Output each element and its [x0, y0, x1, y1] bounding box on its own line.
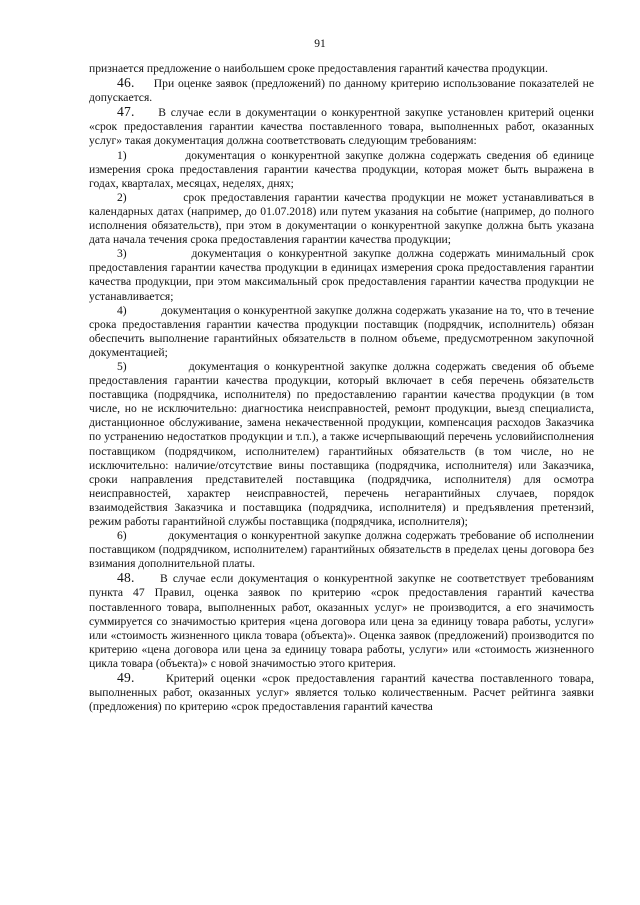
paragraph-text: При оценке заявок (предложений) по данному критерию использование показателей не допускается. [89, 77, 594, 105]
paragraph-number: 48. [117, 570, 135, 586]
paragraph-text: признается предложение о наибольшем сроке предоставления гарантий качества продукции. [89, 62, 548, 75]
subparagraph-2 [89, 191, 594, 247]
paragraph-text: В случае если в документации о конкурентной закупке установлен критерий оценки «срок предоставления гарантии качества поставленного товара, выполненных работ, оказанных услуг» такая документация должна соответствовать следующим требованиям: [89, 106, 594, 148]
subparagraph-4 [89, 304, 594, 360]
paragraph-text: документация о конкурентной закупке должна содержать сведения об объеме предоставления гарантии качества продукции, который включает в себя перечень обязательств поставщика (подрядчика, исполнителя) по предоставлению гарантии качества продукции (в том числе, но не исключительно: диагностика неисправностей, ремонт продукции, выезд специалиста, дистанционное обслуживание, замена некачественной продукции, компенсация расходов Заказчика по устранению недостатков продукции и т.п.), а также исчерпывающий перечень условийисполнения поставщиком (подрядчиком, исполнителем) гарантийных обязательств (в том числе, но не исключительно: наличие/отсутствие вины поставщика (подрядчика, исполнителя) или Заказчика, сроки направления представителей поставщика (подрядчика, исполнителя) для осмотра неисправностей, характер неисправностей, перечень негарантийных случаев, порядок взаимодействия Заказчика и поставщика (подрядчика, исполнителя) и предъявления претензий, режим работы гарантийной службы поставщика (подрядчика, исполнителя); [89, 359, 594, 528]
subparagraph-number: 2) [117, 190, 127, 204]
paragraph-text: документация о конкурентной закупке должна содержать требование об исполнении поставщиком (подрядчиком, исполнителем) гарантийных обязательств в пределах цены договора без взимания дополнительной платы. [89, 529, 594, 571]
paragraph-text: Критерий оценки «срок предоставления гарантий качества поставленного товара, выполненных работ, оказанных услуг» является только количественным. Расчет рейтинга заявки (предложения) по критерию «срок предоставления гарантий качества [89, 672, 594, 714]
subparagraph-number: 3) [117, 247, 127, 261]
paragraph-continuation [89, 62, 594, 76]
paragraph-number: 47. [117, 104, 135, 120]
subparagraph-number: 1) [117, 148, 127, 162]
paragraph-48 [89, 571, 594, 671]
subparagraph-5 [89, 360, 594, 529]
paragraph-46 [89, 76, 594, 105]
subparagraph-number: 6) [117, 529, 127, 543]
paragraph-47 [89, 105, 594, 148]
paragraph-text: В случае если документация о конкурентной закупке не соответствует требованиям пункта 47 Правил, оценка заявок по критерию «срок предоставления гарантий качества поставленного товара, выполненных работ, оказанных услуг» не производится, а его значимость суммируется со значимостью критерия «цена договора или цена за единицу товара работы, услуги» или «стоимость жизненного цикла товара (объекта)». Оценка заявок (предложений) производится по критерию «цена договора или цена за единицу товара работы, услуги» или «стоимость жизненного цикла товара (объекта)» с новой значимостью этого критерия. [89, 572, 594, 670]
page-number: 91 [314, 38, 326, 50]
paragraph-text: документация о конкурентной закупке должна содержать минимальный срок предоставления гарантии качества продукции в единицах измерения срока предоставления гарантии качества продукции, при этом максимальный срок предоставления гарантии качества продукции не устанавливается; [89, 247, 594, 303]
paragraph-number: 49. [117, 670, 135, 686]
subparagraph-3 [89, 247, 594, 303]
subparagraph-number: 4) [117, 303, 127, 317]
subparagraph-number: 5) [117, 359, 127, 373]
subparagraph-1 [89, 149, 594, 191]
paragraph-text: документация о конкурентной закупке должна содержать сведения об единице измерения срока предоставления гарантии качества продукции, которая может быть выражена в годах, кварталах, месяцах, неделях, днях; [89, 148, 594, 190]
paragraph-text: документация о конкурентной закупке должна содержать указание на то, что в течение срока предоставления гарантии качества продукции поставщик (подрядчик, исполнитель) обязан обеспечить выполнение гарантийных обязательств в полном объеме, предусмотренном закупочной документацией; [89, 303, 594, 359]
paragraph-text: срок предоставления гарантии качества продукции не может устанавливаться в календарных датах (например, до 01.07.2018) или путем указания на событие (например, до полного исполнения обязательств), при этом в документации о конкурентной закупке должна быть указана дата начала течения срока предоставления гарантии качества продукции; [89, 190, 594, 247]
paragraph-number: 46. [117, 75, 135, 91]
document-body [89, 62, 594, 714]
paragraph-49 [89, 671, 594, 714]
subparagraph-6 [89, 529, 594, 571]
